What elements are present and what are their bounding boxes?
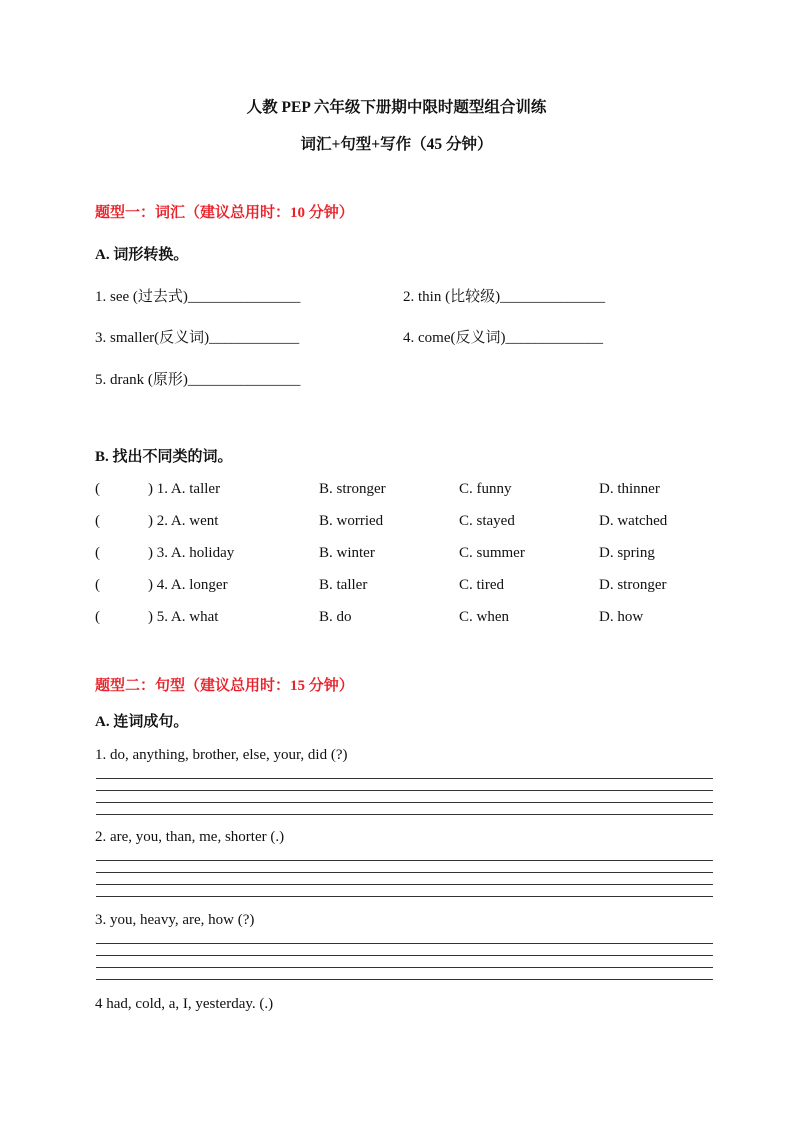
sentence-item-3: 3. you, heavy, are, how (?) [95,912,255,928]
word-form-item-5: 5. drank (原形)_______________ [95,372,301,388]
option-d: D. stronger [599,577,667,593]
answer-paren-open[interactable]: ( [95,577,100,593]
answer-line[interactable] [96,896,713,897]
option-d: D. thinner [599,481,660,497]
page-subtitle: 词汇+句型+写作（45 分钟） [300,136,493,153]
option-a: ) 2. A. went [148,513,219,529]
sentence-item-2: 2. are, you, than, me, shorter (.) [95,829,285,845]
option-b: B. taller [319,577,368,593]
word-form-item-2: 2. thin (比较级)______________ [403,289,606,305]
part-label-odd-one-out: B. 找出不同类的词。 [95,449,233,465]
part-label-sentence-building: A. 连词成句。 [95,714,189,730]
answer-paren-open[interactable]: ( [95,609,100,625]
answer-line[interactable] [96,790,713,791]
option-c: C. summer [459,545,525,561]
answer-paren-open[interactable]: ( [95,513,100,529]
option-b: B. worried [319,513,384,529]
sentence-item-4: 4 had, cold, a, I, yesterday. (.) [95,996,274,1012]
option-b: B. do [319,609,352,625]
sentence-item-1: 1. do, anything, brother, else, your, did (?) [95,747,348,763]
answer-line[interactable] [96,943,713,944]
option-d: D. how [599,609,644,625]
option-c: C. tired [459,577,504,593]
answer-paren-open[interactable]: ( [95,481,100,497]
option-a: ) 4. A. longer [148,577,228,593]
answer-line[interactable] [96,955,713,956]
option-c: C. when [459,609,509,625]
option-a: ) 1. A. taller [148,481,221,497]
answer-line[interactable] [96,860,713,861]
option-d: D. spring [599,545,655,561]
word-form-item-4: 4. come(反义词)_____________ [403,330,603,346]
option-c: C. funny [459,481,512,497]
word-form-item-1: 1. see (过去式)_______________ [95,289,301,305]
answer-line[interactable] [96,979,713,980]
page-title: 人教 PEP 六年级下册期中限时题型组合训练 [246,99,547,116]
answer-line[interactable] [96,872,713,873]
option-b: B. stronger [319,481,386,497]
option-b: B. winter [319,545,375,561]
answer-line[interactable] [96,778,713,779]
part-label-word-forms: A. 词形转换。 [95,247,189,263]
section-heading-vocabulary: 题型一：词汇（建议总用时：10 分钟） [95,205,354,221]
option-a: ) 3. A. holiday [148,545,235,561]
answer-line[interactable] [96,967,713,968]
option-d: D. watched [599,513,668,529]
section-heading-sentences: 题型二：句型（建议总用时：15 分钟） [95,678,354,694]
answer-line[interactable] [96,814,713,815]
option-c: C. stayed [459,513,515,529]
option-a: ) 5. A. what [148,609,219,625]
answer-line[interactable] [96,802,713,803]
answer-line[interactable] [96,884,713,885]
word-form-item-3: 3. smaller(反义词)____________ [95,330,300,346]
answer-paren-open[interactable]: ( [95,545,100,561]
